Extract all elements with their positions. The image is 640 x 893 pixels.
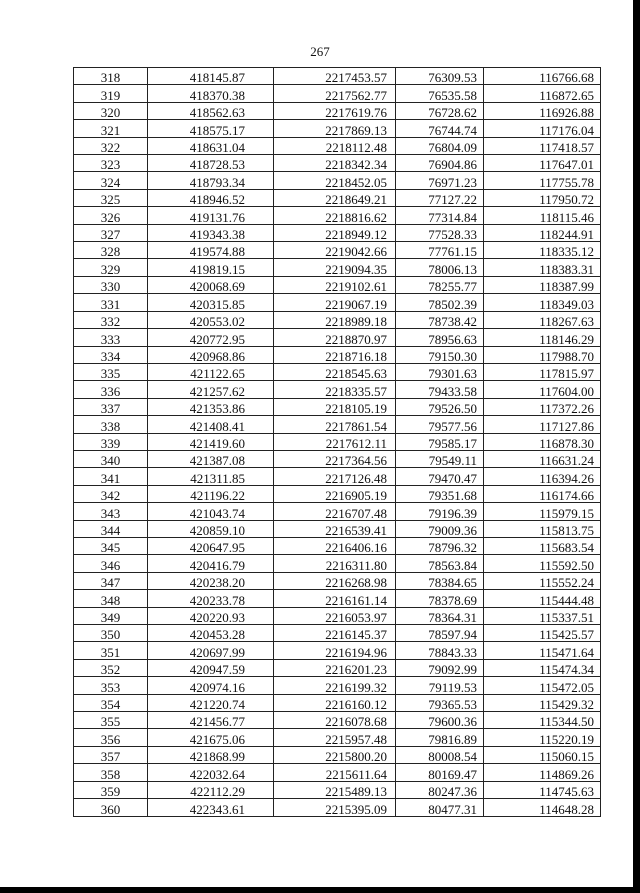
value-cell: 2217453.57 bbox=[274, 68, 396, 85]
value-cell: 80477.31 bbox=[396, 799, 484, 817]
value-cell: 2216078.68 bbox=[274, 712, 396, 729]
value-cell: 419343.38 bbox=[148, 224, 274, 241]
value-cell: 78956.63 bbox=[396, 329, 484, 346]
value-cell: 78843.33 bbox=[396, 642, 484, 659]
value-cell: 116394.26 bbox=[484, 468, 601, 485]
table-row bbox=[74, 572, 601, 589]
value-cell: 118267.63 bbox=[484, 311, 601, 328]
value-cell: 2217619.76 bbox=[274, 102, 396, 119]
point-number-cell: 332 bbox=[74, 311, 148, 328]
value-cell: 2216406.16 bbox=[274, 537, 396, 554]
table-row bbox=[74, 294, 601, 311]
value-cell: 418145.87 bbox=[148, 68, 274, 85]
value-cell: 76971.23 bbox=[396, 172, 484, 189]
value-cell: 422112.29 bbox=[148, 781, 274, 798]
value-cell: 2216539.41 bbox=[274, 520, 396, 537]
value-cell: 2218545.63 bbox=[274, 363, 396, 380]
point-number-cell: 355 bbox=[74, 712, 148, 729]
value-cell: 115592.50 bbox=[484, 555, 601, 572]
table-row bbox=[74, 590, 601, 607]
value-cell: 2218816.62 bbox=[274, 207, 396, 224]
value-cell: 420238.20 bbox=[148, 572, 274, 589]
value-cell: 116872.65 bbox=[484, 85, 601, 102]
value-cell: 420315.85 bbox=[148, 294, 274, 311]
table-row bbox=[74, 555, 601, 572]
value-cell: 78384.65 bbox=[396, 572, 484, 589]
point-number-cell: 343 bbox=[74, 503, 148, 520]
value-cell: 118349.03 bbox=[484, 294, 601, 311]
table-row bbox=[74, 729, 601, 746]
value-cell: 76728.62 bbox=[396, 102, 484, 119]
value-cell: 80169.47 bbox=[396, 764, 484, 781]
table-row bbox=[74, 712, 601, 729]
point-number-cell: 349 bbox=[74, 607, 148, 624]
value-cell: 115472.05 bbox=[484, 677, 601, 694]
point-number-cell: 339 bbox=[74, 433, 148, 450]
value-cell: 2216160.12 bbox=[274, 694, 396, 711]
value-cell: 79092.99 bbox=[396, 659, 484, 676]
value-cell: 117176.04 bbox=[484, 120, 601, 137]
table-row bbox=[74, 503, 601, 520]
value-cell: 420233.78 bbox=[148, 590, 274, 607]
value-cell: 2218112.48 bbox=[274, 137, 396, 154]
value-cell: 2216161.14 bbox=[274, 590, 396, 607]
value-cell: 421456.77 bbox=[148, 712, 274, 729]
value-cell: 79470.47 bbox=[396, 468, 484, 485]
value-cell: 2216053.97 bbox=[274, 607, 396, 624]
point-number-cell: 330 bbox=[74, 276, 148, 293]
point-number-cell: 326 bbox=[74, 207, 148, 224]
value-cell: 117418.57 bbox=[484, 137, 601, 154]
value-cell: 115220.19 bbox=[484, 729, 601, 746]
point-number-cell: 331 bbox=[74, 294, 148, 311]
point-number-cell: 354 bbox=[74, 694, 148, 711]
value-cell: 114648.28 bbox=[484, 799, 601, 817]
point-number-cell: 328 bbox=[74, 242, 148, 259]
table-row bbox=[74, 537, 601, 554]
value-cell: 115429.32 bbox=[484, 694, 601, 711]
value-cell: 118387.99 bbox=[484, 276, 601, 293]
value-cell: 118115.46 bbox=[484, 207, 601, 224]
value-cell: 114869.26 bbox=[484, 764, 601, 781]
table-row bbox=[74, 781, 601, 798]
point-number-cell: 319 bbox=[74, 85, 148, 102]
value-cell: 421257.62 bbox=[148, 381, 274, 398]
value-cell: 420859.10 bbox=[148, 520, 274, 537]
value-cell: 78006.13 bbox=[396, 259, 484, 276]
value-cell: 115471.64 bbox=[484, 642, 601, 659]
value-cell: 420416.79 bbox=[148, 555, 274, 572]
value-cell: 2219067.19 bbox=[274, 294, 396, 311]
value-cell: 2219042.66 bbox=[274, 242, 396, 259]
value-cell: 115425.57 bbox=[484, 625, 601, 642]
value-cell: 2218870.97 bbox=[274, 329, 396, 346]
value-cell: 421675.06 bbox=[148, 729, 274, 746]
point-number-cell: 338 bbox=[74, 416, 148, 433]
page-number: 267 bbox=[310, 44, 330, 59]
table-row bbox=[74, 642, 601, 659]
table-row bbox=[74, 329, 601, 346]
value-cell: 422343.61 bbox=[148, 799, 274, 817]
value-cell: 80008.54 bbox=[396, 746, 484, 763]
value-cell: 2218105.19 bbox=[274, 398, 396, 415]
value-cell: 117950.72 bbox=[484, 189, 601, 206]
value-cell: 2216905.19 bbox=[274, 485, 396, 502]
value-cell: 117372.26 bbox=[484, 398, 601, 415]
value-cell: 77528.33 bbox=[396, 224, 484, 241]
value-cell: 421043.74 bbox=[148, 503, 274, 520]
value-cell: 115474.34 bbox=[484, 659, 601, 676]
value-cell: 77127.22 bbox=[396, 189, 484, 206]
value-cell: 78502.39 bbox=[396, 294, 484, 311]
point-number-cell: 356 bbox=[74, 729, 148, 746]
value-cell: 117815.97 bbox=[484, 363, 601, 380]
point-number-cell: 336 bbox=[74, 381, 148, 398]
value-cell: 2218342.34 bbox=[274, 155, 396, 172]
value-cell: 2215957.48 bbox=[274, 729, 396, 746]
value-cell: 2217364.56 bbox=[274, 450, 396, 467]
value-cell: 76309.53 bbox=[396, 68, 484, 85]
table-row bbox=[74, 137, 601, 154]
value-cell: 79196.39 bbox=[396, 503, 484, 520]
value-cell: 2216199.32 bbox=[274, 677, 396, 694]
value-cell: 2219094.35 bbox=[274, 259, 396, 276]
value-cell: 79816.89 bbox=[396, 729, 484, 746]
value-cell: 2218649.21 bbox=[274, 189, 396, 206]
value-cell: 117755.78 bbox=[484, 172, 601, 189]
value-cell: 420453.28 bbox=[148, 625, 274, 642]
value-cell: 117604.00 bbox=[484, 381, 601, 398]
value-cell: 115552.24 bbox=[484, 572, 601, 589]
table-row bbox=[74, 381, 601, 398]
value-cell: 2218949.12 bbox=[274, 224, 396, 241]
value-cell: 418946.52 bbox=[148, 189, 274, 206]
value-cell: 116926.88 bbox=[484, 102, 601, 119]
value-cell: 115060.15 bbox=[484, 746, 601, 763]
value-cell: 421311.85 bbox=[148, 468, 274, 485]
value-cell: 2215800.20 bbox=[274, 746, 396, 763]
point-number-cell: 348 bbox=[74, 590, 148, 607]
point-number-cell: 350 bbox=[74, 625, 148, 642]
value-cell: 78738.42 bbox=[396, 311, 484, 328]
table-row bbox=[74, 607, 601, 624]
value-cell: 2216145.37 bbox=[274, 625, 396, 642]
value-cell: 2217861.54 bbox=[274, 416, 396, 433]
value-cell: 78796.32 bbox=[396, 537, 484, 554]
point-number-cell: 360 bbox=[74, 799, 148, 817]
point-number-cell: 352 bbox=[74, 659, 148, 676]
value-cell: 2217869.13 bbox=[274, 120, 396, 137]
value-cell: 78597.94 bbox=[396, 625, 484, 642]
table-row bbox=[74, 207, 601, 224]
value-cell: 115683.54 bbox=[484, 537, 601, 554]
point-number-cell: 320 bbox=[74, 102, 148, 119]
value-cell: 2217562.77 bbox=[274, 85, 396, 102]
point-number-cell: 321 bbox=[74, 120, 148, 137]
point-number-cell: 358 bbox=[74, 764, 148, 781]
point-number-cell: 342 bbox=[74, 485, 148, 502]
table-row bbox=[74, 677, 601, 694]
value-cell: 118383.31 bbox=[484, 259, 601, 276]
point-number-cell: 335 bbox=[74, 363, 148, 380]
value-cell: 421868.99 bbox=[148, 746, 274, 763]
value-cell: 420697.99 bbox=[148, 642, 274, 659]
value-cell: 77314.84 bbox=[396, 207, 484, 224]
value-cell: 420772.95 bbox=[148, 329, 274, 346]
value-cell: 418631.04 bbox=[148, 137, 274, 154]
value-cell: 420947.59 bbox=[148, 659, 274, 676]
table-body bbox=[74, 68, 601, 817]
value-cell: 115344.50 bbox=[484, 712, 601, 729]
value-cell: 118335.12 bbox=[484, 242, 601, 259]
value-cell: 78378.69 bbox=[396, 590, 484, 607]
table-row bbox=[74, 416, 601, 433]
table-row bbox=[74, 468, 601, 485]
value-cell: 79577.56 bbox=[396, 416, 484, 433]
point-number-cell: 327 bbox=[74, 224, 148, 241]
scan-border-bottom bbox=[0, 887, 640, 893]
table-row bbox=[74, 242, 601, 259]
value-cell: 2218716.18 bbox=[274, 346, 396, 363]
value-cell: 421122.65 bbox=[148, 363, 274, 380]
point-number-cell: 325 bbox=[74, 189, 148, 206]
value-cell: 2217612.11 bbox=[274, 433, 396, 450]
value-cell: 421419.60 bbox=[148, 433, 274, 450]
value-cell: 76744.74 bbox=[396, 120, 484, 137]
value-cell: 421353.86 bbox=[148, 398, 274, 415]
value-cell: 420068.69 bbox=[148, 276, 274, 293]
value-cell: 118146.29 bbox=[484, 329, 601, 346]
value-cell: 79351.68 bbox=[396, 485, 484, 502]
value-cell: 419131.76 bbox=[148, 207, 274, 224]
point-number-cell: 346 bbox=[74, 555, 148, 572]
value-cell: 114745.63 bbox=[484, 781, 601, 798]
value-cell: 116878.30 bbox=[484, 433, 601, 450]
table-row bbox=[74, 450, 601, 467]
point-number-cell: 344 bbox=[74, 520, 148, 537]
table-row bbox=[74, 172, 601, 189]
value-cell: 118244.91 bbox=[484, 224, 601, 241]
point-number-cell: 353 bbox=[74, 677, 148, 694]
table-row bbox=[74, 625, 601, 642]
value-cell: 2215489.13 bbox=[274, 781, 396, 798]
value-cell: 2217126.48 bbox=[274, 468, 396, 485]
value-cell: 79119.53 bbox=[396, 677, 484, 694]
value-cell: 78255.77 bbox=[396, 276, 484, 293]
value-cell: 420968.86 bbox=[148, 346, 274, 363]
value-cell: 116766.68 bbox=[484, 68, 601, 85]
value-cell: 117127.86 bbox=[484, 416, 601, 433]
table-row bbox=[74, 799, 601, 817]
table-row bbox=[74, 85, 601, 102]
table-row bbox=[74, 346, 601, 363]
table-row bbox=[74, 259, 601, 276]
value-cell: 420974.16 bbox=[148, 677, 274, 694]
table-row bbox=[74, 746, 601, 763]
value-cell: 115979.15 bbox=[484, 503, 601, 520]
value-cell: 115444.48 bbox=[484, 590, 601, 607]
table-row bbox=[74, 659, 601, 676]
value-cell: 418562.63 bbox=[148, 102, 274, 119]
value-cell: 115813.75 bbox=[484, 520, 601, 537]
value-cell: 2215395.09 bbox=[274, 799, 396, 817]
point-number-cell: 324 bbox=[74, 172, 148, 189]
table-row bbox=[74, 311, 601, 328]
scan-border-right bbox=[633, 0, 640, 893]
value-cell: 418728.53 bbox=[148, 155, 274, 172]
value-cell: 116631.24 bbox=[484, 450, 601, 467]
value-cell: 115337.51 bbox=[484, 607, 601, 624]
value-cell: 421387.08 bbox=[148, 450, 274, 467]
value-cell: 2216311.80 bbox=[274, 555, 396, 572]
value-cell: 117647.01 bbox=[484, 155, 601, 172]
table-row bbox=[74, 189, 601, 206]
point-number-cell: 334 bbox=[74, 346, 148, 363]
value-cell: 78364.31 bbox=[396, 607, 484, 624]
table-row bbox=[74, 276, 601, 293]
table-row bbox=[74, 764, 601, 781]
value-cell: 420647.95 bbox=[148, 537, 274, 554]
value-cell: 2218335.57 bbox=[274, 381, 396, 398]
value-cell: 2216707.48 bbox=[274, 503, 396, 520]
value-cell: 77761.15 bbox=[396, 242, 484, 259]
value-cell: 78563.84 bbox=[396, 555, 484, 572]
value-cell: 79301.63 bbox=[396, 363, 484, 380]
value-cell: 421408.41 bbox=[148, 416, 274, 433]
value-cell: 80247.36 bbox=[396, 781, 484, 798]
value-cell: 421220.74 bbox=[148, 694, 274, 711]
table-row bbox=[74, 433, 601, 450]
value-cell: 79526.50 bbox=[396, 398, 484, 415]
value-cell: 79009.36 bbox=[396, 520, 484, 537]
value-cell: 2216194.96 bbox=[274, 642, 396, 659]
value-cell: 79365.53 bbox=[396, 694, 484, 711]
value-cell: 79585.17 bbox=[396, 433, 484, 450]
table-row bbox=[74, 224, 601, 241]
value-cell: 2219102.61 bbox=[274, 276, 396, 293]
value-cell: 2218452.05 bbox=[274, 172, 396, 189]
point-number-cell: 340 bbox=[74, 450, 148, 467]
table-row bbox=[74, 120, 601, 137]
point-number-cell: 351 bbox=[74, 642, 148, 659]
coordinate-table bbox=[73, 67, 601, 817]
value-cell: 420220.93 bbox=[148, 607, 274, 624]
table-row bbox=[74, 520, 601, 537]
value-cell: 418575.17 bbox=[148, 120, 274, 137]
value-cell: 419819.15 bbox=[148, 259, 274, 276]
point-number-cell: 357 bbox=[74, 746, 148, 763]
point-number-cell: 333 bbox=[74, 329, 148, 346]
point-number-cell: 322 bbox=[74, 137, 148, 154]
value-cell: 420553.02 bbox=[148, 311, 274, 328]
value-cell: 117988.70 bbox=[484, 346, 601, 363]
table-row bbox=[74, 485, 601, 502]
value-cell: 418793.34 bbox=[148, 172, 274, 189]
table-row bbox=[74, 398, 601, 415]
point-number-cell: 337 bbox=[74, 398, 148, 415]
value-cell: 76535.58 bbox=[396, 85, 484, 102]
value-cell: 79150.30 bbox=[396, 346, 484, 363]
point-number-cell: 345 bbox=[74, 537, 148, 554]
value-cell: 2215611.64 bbox=[274, 764, 396, 781]
value-cell: 2218989.18 bbox=[274, 311, 396, 328]
value-cell: 418370.38 bbox=[148, 85, 274, 102]
value-cell: 116174.66 bbox=[484, 485, 601, 502]
value-cell: 2216268.98 bbox=[274, 572, 396, 589]
value-cell: 2216201.23 bbox=[274, 659, 396, 676]
point-number-cell: 347 bbox=[74, 572, 148, 589]
table-row bbox=[74, 102, 601, 119]
value-cell: 79600.36 bbox=[396, 712, 484, 729]
point-number-cell: 323 bbox=[74, 155, 148, 172]
point-number-cell: 329 bbox=[74, 259, 148, 276]
point-number-cell: 341 bbox=[74, 468, 148, 485]
table-row bbox=[74, 68, 601, 85]
value-cell: 419574.88 bbox=[148, 242, 274, 259]
value-cell: 76904.86 bbox=[396, 155, 484, 172]
table-row bbox=[74, 155, 601, 172]
value-cell: 422032.64 bbox=[148, 764, 274, 781]
point-number-cell: 359 bbox=[74, 781, 148, 798]
value-cell: 76804.09 bbox=[396, 137, 484, 154]
table-row bbox=[74, 363, 601, 380]
value-cell: 79433.58 bbox=[396, 381, 484, 398]
value-cell: 421196.22 bbox=[148, 485, 274, 502]
table-row bbox=[74, 694, 601, 711]
value-cell: 79549.11 bbox=[396, 450, 484, 467]
point-number-cell: 318 bbox=[74, 68, 148, 85]
